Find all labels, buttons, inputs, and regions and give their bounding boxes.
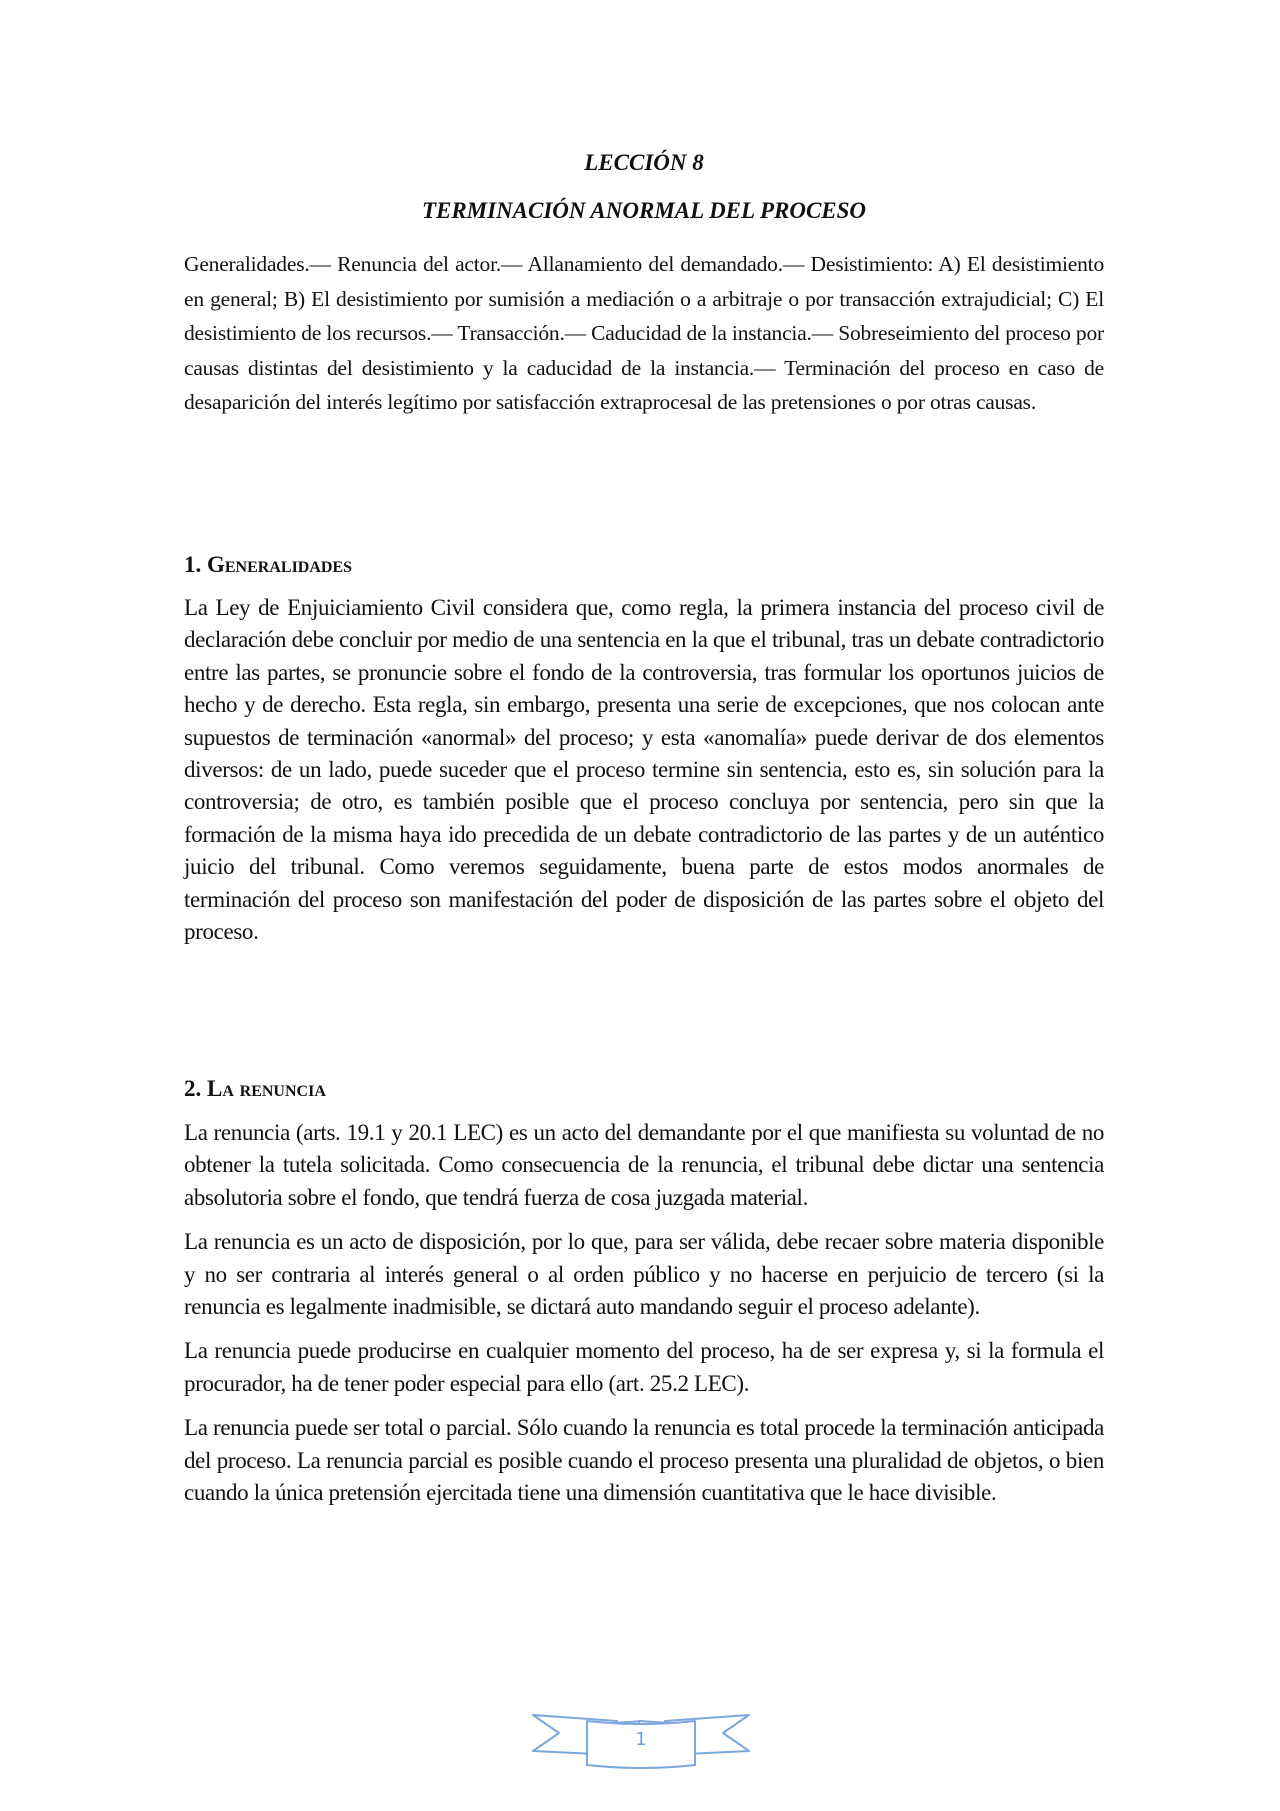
section-heading-generalidades: 1. Generalidades <box>184 552 353 577</box>
paragraph: La renuncia puede ser total o parcial. Sólo cuando la renuncia es total procede la terminación anticipada del proceso. La renuncia parcial es posible cuando el proceso presenta una pluralidad de objetos, o bien cuando la única pretensión ejercitada tiene una dimensión cuantitativa que le hace divisible. <box>184 1415 1104 1506</box>
paragraph: La Ley de Enjuiciamiento Civil considera que, como regla, la primera instancia del proceso civil de declaración debe concluir por medio de una sentencia en la que el tribunal, tras un debate contradictorio entre las partes, se pronuncie sobre el fondo de la controversia, tras formular los oportunos juicios de hecho y de derecho. Esta regla, sin embargo, presenta una serie de excepciones, que nos colocan ante supuestos de terminación «anormal» del proceso; y esta «anomalía» puede derivar de dos elementos diversos: de un lado, puede suceder que el proceso termine sin sentencia, esto es, sin solución para la controversia; de otro, es también posible que el proceso concluya por sentencia, pero sin que la formación de la misma haya ido precedida de un debate contradictorio de las partes y de un auténtico juicio del tribunal. Como veremos seguidamente, buena parte de estos modos anormales de terminación del proceso son manifestación del poder de disposición de las partes sobre el objeto del proceso. <box>184 595 1104 945</box>
lesson-title: TERMINACIÓN ANORMAL DEL PROCESO <box>421 198 867 223</box>
lesson-summary: Generalidades.— Renuncia del actor.— Allanamiento del demandado.— Desistimiento: A) El desistimiento en general; B) El desistimiento por sumisión a mediación o a arbitraje o por transacción extrajudicial; C) El desistimiento de los recursos.— Transacción.— Caducidad de la instancia.— Sobreseimiento del proceso por causas distintas del desistimiento y la caducidad de la instancia.— Terminación del proceso en caso de desaparición del interés legítimo por satisfacción extraprocesal de las pretensiones o por otras causas. <box>184 252 1104 414</box>
page-number: 1 <box>635 1729 647 1750</box>
section-renuncia <box>184 1117 1104 1521</box>
lesson-number: LECCIÓN 8 <box>584 150 704 175</box>
paragraph: La renuncia puede producirse en cualquier momento del proceso, ha de ser expresa y, si la formula el procurador, ha de tener poder especial para ello (art. 25.2 LEC). <box>184 1338 1104 1396</box>
paragraph: La renuncia es un acto de disposición, por lo que, para ser válida, debe recaer sobre materia disponible y no ser contraria al interés general o al orden público y no hacerse en perjuicio de tercero (si la renuncia es legalmente inadmisible, se dictará auto mandando seguir el proceso adelante). <box>184 1229 1104 1320</box>
paragraph: La renuncia (arts. 19.1 y 20.1 LEC) es un acto del demandante por el que manifiesta su voluntad de no obtener la tutela solicitada. Como consecuencia de la renuncia, el tribunal debe dictar una sentencia absolutoria sobre el fondo, que tendrá fuerza de cosa juzgada material. <box>184 1120 1104 1210</box>
page-number-ribbon <box>530 1703 752 1769</box>
section-heading-renuncia: 2. La renuncia <box>184 1076 326 1101</box>
section-generalidades <box>184 592 1104 960</box>
